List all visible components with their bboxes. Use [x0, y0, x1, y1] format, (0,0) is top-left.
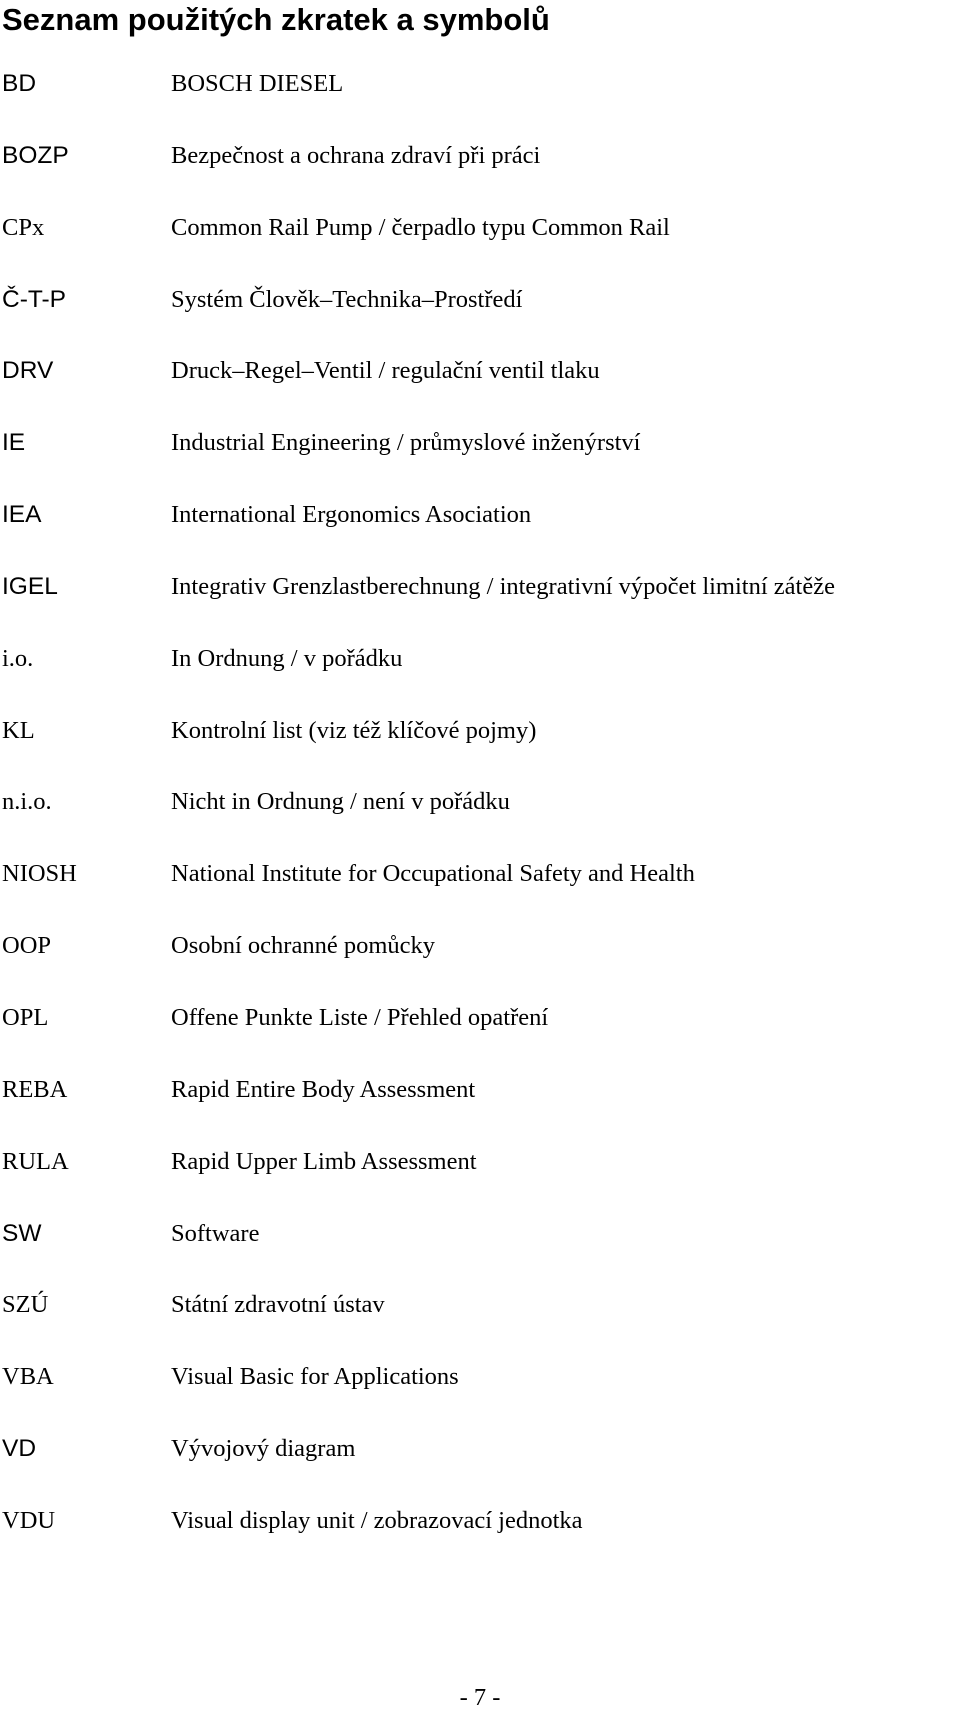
abbreviation-description: Kontrolní list (viz též klíčové pojmy) — [171, 716, 537, 744]
abbreviation-term: i.o. — [2, 644, 34, 672]
abbreviation-row — [0, 571, 960, 643]
abbreviation-row — [0, 858, 960, 930]
abbreviation-row — [0, 1074, 960, 1146]
abbreviation-row — [0, 643, 960, 715]
abbreviation-term: IE — [2, 429, 26, 457]
abbreviation-row — [0, 1505, 960, 1577]
abbreviation-term: CPx — [2, 213, 45, 241]
abbreviation-row — [0, 1433, 960, 1505]
abbreviation-term: IEA — [2, 501, 42, 529]
abbreviation-row — [0, 140, 960, 212]
abbreviation-term: NIOSH — [2, 860, 77, 888]
abbreviation-term: KL — [2, 716, 35, 744]
abbreviation-term: DRV — [2, 357, 54, 385]
abbreviation-row — [0, 68, 960, 140]
abbreviation-description: International Ergonomics Asociation — [171, 501, 532, 529]
abbreviation-description: Visual display unit / zobrazovací jednotka — [171, 1506, 583, 1534]
abbreviation-description: Integrativ Grenzlastberechnung / integrativní výpočet limitní zátěže — [171, 572, 835, 600]
abbreviation-description: BOSCH DIESEL — [171, 70, 344, 97]
abbreviation-description: Nicht in Ordnung / není v pořádku — [171, 788, 510, 816]
abbreviation-description: Systém Člověk–Technika–Prostředí — [171, 285, 523, 313]
abbreviation-term: VBA — [2, 1363, 54, 1391]
abbreviation-term: VD — [2, 1435, 37, 1463]
abbreviation-term: RULA — [2, 1147, 69, 1175]
abbreviation-description: Bezpečnost a ochrana zdraví při práci — [171, 141, 541, 169]
abbreviation-row — [0, 1218, 960, 1290]
abbreviation-description: In Ordnung / v pořádku — [171, 644, 403, 672]
abbreviation-list — [0, 68, 960, 1577]
abbreviation-row — [0, 355, 960, 427]
page-number: - 7 - — [459, 1684, 501, 1711]
abbreviation-description: Druck–Regel–Ventil / regulační ventil tlaku — [171, 357, 600, 385]
page-title: Seznam použitých zkratek a symbolů — [2, 2, 550, 37]
abbreviation-row — [0, 1361, 960, 1433]
abbreviation-term: BOZP — [2, 141, 69, 169]
abbreviation-description: Common Rail Pump / čerpadlo typu Common Rail — [171, 213, 670, 241]
abbreviation-term: n.i.o. — [2, 788, 52, 816]
abbreviation-term: VDU — [2, 1506, 56, 1534]
abbreviation-description: Visual Basic for Applications — [171, 1363, 459, 1391]
abbreviation-term: REBA — [2, 1075, 68, 1103]
abbreviation-row — [0, 284, 960, 356]
abbreviation-row — [0, 499, 960, 571]
abbreviation-row — [0, 1146, 960, 1218]
abbreviation-description: Software — [171, 1219, 260, 1247]
abbreviation-description: Státní zdravotní ústav — [171, 1291, 385, 1319]
abbreviation-description: Offene Punkte Liste / Přehled opatření — [171, 1003, 549, 1031]
abbreviation-row — [0, 786, 960, 858]
abbreviation-description: National Institute for Occupational Safety and Health — [171, 860, 695, 888]
abbreviation-row — [0, 930, 960, 1002]
abbreviation-term: Č-T-P — [2, 285, 66, 313]
abbreviation-term: SZÚ — [2, 1291, 49, 1319]
abbreviation-description: Vývojový diagram — [171, 1435, 356, 1463]
abbreviation-term: BD — [2, 70, 37, 97]
abbreviation-description: Industrial Engineering / průmyslové inženýrství — [171, 429, 641, 457]
abbreviation-term: OOP — [2, 932, 52, 960]
abbreviation-row — [0, 715, 960, 787]
abbreviation-term: IGEL — [2, 572, 58, 600]
abbreviation-row — [0, 1289, 960, 1361]
abbreviation-row — [0, 212, 960, 284]
abbreviation-description: Rapid Entire Body Assessment — [171, 1075, 476, 1103]
abbreviation-term: SW — [2, 1219, 42, 1247]
abbreviation-description: Osobní ochranné pomůcky — [171, 932, 435, 960]
abbreviation-description: Rapid Upper Limb Assessment — [171, 1147, 477, 1175]
abbreviation-row — [0, 1002, 960, 1074]
abbreviation-row — [0, 427, 960, 499]
abbreviation-term: OPL — [2, 1003, 49, 1031]
